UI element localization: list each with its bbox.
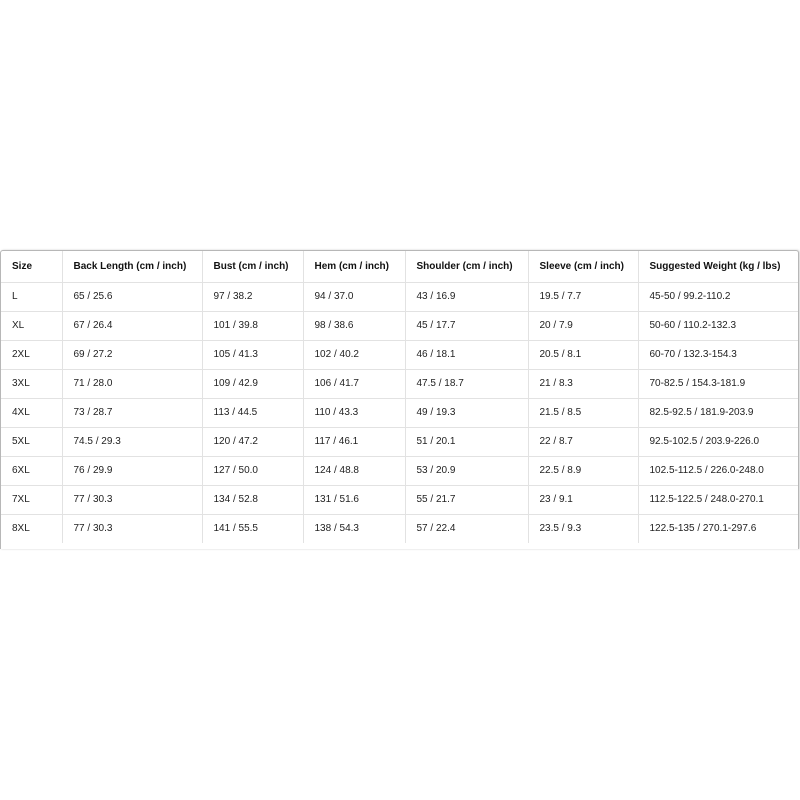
header-hem: Hem (cm / inch)	[303, 251, 405, 282]
cell-hem: 98 / 38.6	[303, 311, 405, 340]
cell-back-length: 73 / 28.7	[62, 398, 202, 427]
cell-shoulder: 49 / 19.3	[405, 398, 528, 427]
header-bust: Bust (cm / inch)	[202, 251, 303, 282]
cell-back-length: 67 / 26.4	[62, 311, 202, 340]
size-chart-table	[1, 251, 798, 543]
cell-shoulder: 43 / 16.9	[405, 282, 528, 311]
header-row	[1, 251, 798, 282]
cell-bust: 134 / 52.8	[202, 485, 303, 514]
cell-back-length: 77 / 30.3	[62, 514, 202, 543]
cell-hem: 131 / 51.6	[303, 485, 405, 514]
header-back-length: Back Length (cm / inch)	[62, 251, 202, 282]
cell-sleeve: 23.5 / 9.3	[528, 514, 638, 543]
cell-size: L	[1, 282, 62, 311]
cell-size: 6XL	[1, 456, 62, 485]
cell-hem: 102 / 40.2	[303, 340, 405, 369]
header-size: Size	[1, 251, 62, 282]
cell-back-length: 77 / 30.3	[62, 485, 202, 514]
table-body	[1, 282, 798, 543]
cell-sleeve: 20.5 / 8.1	[528, 340, 638, 369]
cell-sleeve: 19.5 / 7.7	[528, 282, 638, 311]
cell-suggested-weight: 50-60 / 110.2-132.3	[638, 311, 798, 340]
table-row	[1, 369, 798, 398]
cell-hem: 94 / 37.0	[303, 282, 405, 311]
cell-suggested-weight: 92.5-102.5 / 203.9-226.0	[638, 427, 798, 456]
cell-shoulder: 47.5 / 18.7	[405, 369, 528, 398]
cell-bust: 141 / 55.5	[202, 514, 303, 543]
table-row	[1, 456, 798, 485]
table-row	[1, 514, 798, 543]
table-row	[1, 311, 798, 340]
cell-bust: 105 / 41.3	[202, 340, 303, 369]
cell-sleeve: 22.5 / 8.9	[528, 456, 638, 485]
cell-suggested-weight: 122.5-135 / 270.1-297.6	[649, 523, 757, 535]
cell-back-length: 76 / 29.9	[62, 456, 202, 485]
cell-back-length: 71 / 28.0	[62, 369, 202, 398]
table-row	[1, 485, 798, 514]
cell-size: 7XL	[1, 485, 62, 514]
cell-bust: 109 / 42.9	[202, 369, 303, 398]
cell-sleeve: 20 / 7.9	[528, 311, 638, 340]
cell-bust: 127 / 50.0	[202, 456, 303, 485]
cell-hem: 117 / 46.1	[303, 427, 405, 456]
cell-hem: 110 / 43.3	[303, 398, 405, 427]
cell-suggested-weight: 70-82.5 / 154.3-181.9	[638, 369, 798, 398]
cell-sleeve: 21.5 / 8.5	[528, 398, 638, 427]
cell-suggested-weight: 82.5-92.5 / 181.9-203.9	[638, 398, 798, 427]
table-row	[1, 398, 798, 427]
cell-back-length: 65 / 25.6	[62, 282, 202, 311]
cell-hem: 106 / 41.7	[303, 369, 405, 398]
cell-size: 8XL	[1, 514, 62, 543]
table-row	[1, 282, 798, 311]
cell-size: 4XL	[1, 398, 62, 427]
cell-size: 5XL	[1, 427, 62, 456]
header-suggested-weight: Suggested Weight (kg / lbs)	[638, 251, 798, 282]
header-sleeve: Sleeve (cm / inch)	[528, 251, 638, 282]
cell-suggested-weight: 45-50 / 99.2-110.2	[638, 282, 798, 311]
header-shoulder: Shoulder (cm / inch)	[405, 251, 528, 282]
cell-suggested-weight: 102.5-112.5 / 226.0-248.0	[638, 456, 798, 485]
cell-hem: 124 / 48.8	[303, 456, 405, 485]
cell-suggested-weight: 60-70 / 132.3-154.3	[638, 340, 798, 369]
cell-bust: 101 / 39.8	[202, 311, 303, 340]
cell-back-length: 69 / 27.2	[62, 340, 202, 369]
cell-size: 3XL	[1, 369, 62, 398]
table-row	[1, 427, 798, 456]
cell-size: 2XL	[1, 340, 62, 369]
cell-sleeve: 23 / 9.1	[528, 485, 638, 514]
cell-shoulder: 46 / 18.1	[405, 340, 528, 369]
cell-shoulder: 53 / 20.9	[405, 456, 528, 485]
cell-size: XL	[1, 311, 62, 340]
table-row	[1, 340, 798, 369]
cell-sleeve: 22 / 8.7	[528, 427, 638, 456]
cell-bust: 113 / 44.5	[202, 398, 303, 427]
size-chart-frame	[0, 250, 799, 549]
cell-hem: 138 / 54.3	[303, 514, 405, 543]
cell-shoulder: 57 / 22.4	[405, 514, 528, 543]
cell-back-length: 74.5 / 29.3	[62, 427, 202, 456]
cell-suggested-weight: 112.5-122.5 / 248.0-270.1	[638, 485, 798, 514]
cell-bust: 120 / 47.2	[202, 427, 303, 456]
cell-sleeve: 21 / 8.3	[528, 369, 638, 398]
cell-shoulder: 55 / 21.7	[405, 485, 528, 514]
cell-bust: 97 / 38.2	[202, 282, 303, 311]
cell-shoulder: 51 / 20.1	[405, 427, 528, 456]
cell-shoulder: 45 / 17.7	[405, 311, 528, 340]
